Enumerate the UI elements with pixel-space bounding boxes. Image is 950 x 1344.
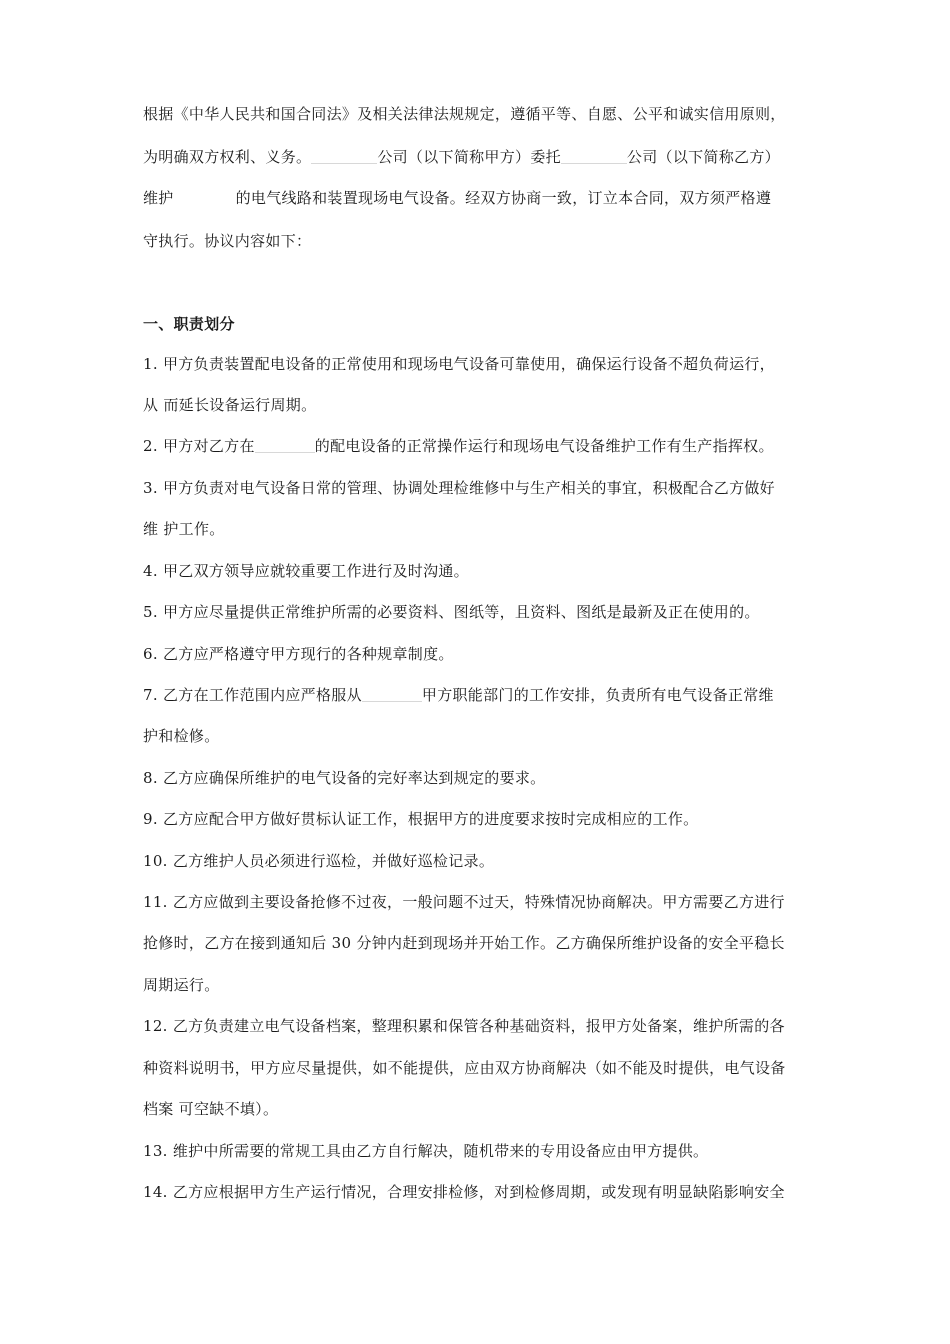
clause-12-line-1: 12. 乙方负责建立电气设备档案，整理积累和保管各种基础资料，报甲方处备案，维护所需的各 bbox=[143, 1017, 785, 1035]
intro-text: 公司（以下简称甲方）委托 bbox=[377, 148, 561, 166]
department-blank bbox=[362, 687, 422, 702]
clause-text: 的配电设备的正常操作运行和现场电气设备维护工作有生产指挥权。 bbox=[314, 437, 774, 455]
intro-paragraph-line-3 bbox=[143, 188, 771, 208]
clause-12-line-2: 种资料说明书，甲方应尽量提供，如不能提供，应由双方协商解决（如不能及时提供，电气设备 bbox=[143, 1059, 786, 1077]
clause-7-line-1 bbox=[143, 685, 774, 705]
clause-11-line-1: 11. 乙方应做到主要设备抢修不过夜，一般问题不过天，特殊情况协商解决。甲方需要乙方进行 bbox=[143, 893, 785, 911]
intro-text: 为明确双方权利、义务。 bbox=[143, 148, 312, 166]
clause-text: 7. 乙方在工作范围内应严格服从 bbox=[143, 686, 362, 704]
clause-4: 4. 甲乙双方领导应就较重要工作进行及时沟通。 bbox=[143, 562, 469, 580]
party-b-name-blank bbox=[561, 149, 627, 164]
location-blank bbox=[255, 438, 315, 453]
clause-3-line-1: 3. 甲方负责对电气设备日常的管理、协调处理检维修中与生产相关的事宜，积极配合乙方做好 bbox=[143, 479, 775, 497]
clause-3-line-2: 维 护工作。 bbox=[143, 520, 225, 538]
intro-text: 公司（以下简称乙方） bbox=[626, 148, 780, 166]
clause-7-line-2: 护和检修。 bbox=[143, 727, 220, 745]
intro-text: 维护 bbox=[143, 189, 174, 207]
clause-11-line-3: 周期运行。 bbox=[143, 976, 220, 994]
clause-2 bbox=[143, 436, 774, 456]
clause-1-line-1: 1. 甲方负责装置配电设备的正常使用和现场电气设备可靠使用，确保运行设备不超负荷运行， bbox=[143, 355, 775, 373]
intro-paragraph-line-2 bbox=[143, 147, 780, 167]
clause-9: 9. 乙方应配合甲方做好贯标认证工作，根据甲方的进度要求按时完成相应的工作。 bbox=[143, 810, 699, 828]
clause-8: 8. 乙方应确保所维护的电气设备的完好率达到规定的要求。 bbox=[143, 769, 546, 787]
clause-13: 13. 维护中所需要的常规工具由乙方自行解决，随机带来的专用设备应由甲方提供。 bbox=[143, 1142, 709, 1160]
intro-paragraph-line-1: 根据《中华人民共和国合同法》及相关法律法规规定，遵循平等、自愿、公平和诚实信用原则， bbox=[143, 105, 786, 123]
clause-6: 6. 乙方应严格遵守甲方现行的各种规章制度。 bbox=[143, 645, 454, 663]
clause-text: 2. 甲方对乙方在 bbox=[143, 437, 255, 455]
clause-5: 5. 甲方应尽量提供正常维护所需的必要资料、图纸等，且资料、图纸是最新及正在使用的。 bbox=[143, 603, 760, 621]
intro-paragraph-line-4: 守执行。协议内容如下： bbox=[143, 232, 312, 250]
section-heading: 一、职责划分 bbox=[143, 315, 235, 333]
clause-1-line-2: 从 而延长设备运行周期。 bbox=[143, 396, 317, 414]
clause-text: 甲方职能部门的工作安排，负责所有电气设备正常维 bbox=[421, 686, 774, 704]
clause-14-line-1: 14. 乙方应根据甲方生产运行情况，合理安排检修，对到检修周期，或发现有明显缺陷影响安全 bbox=[143, 1183, 785, 1201]
clause-12-line-3: 档案 可空缺不填）。 bbox=[143, 1100, 279, 1118]
party-a-name-blank bbox=[311, 149, 377, 164]
clause-11-line-2: 抢修时，乙方在接到通知后 30 分钟内赶到现场并开始工作。乙方确保所维护设备的安全平稳长 bbox=[143, 934, 785, 952]
clause-10: 10. 乙方维护人员必须进行巡检，并做好巡检记录。 bbox=[143, 852, 495, 870]
intro-text: 的电气线路和装置现场电气设备。经双方协商一致，订立本合同，双方须严格遵 bbox=[235, 189, 772, 207]
